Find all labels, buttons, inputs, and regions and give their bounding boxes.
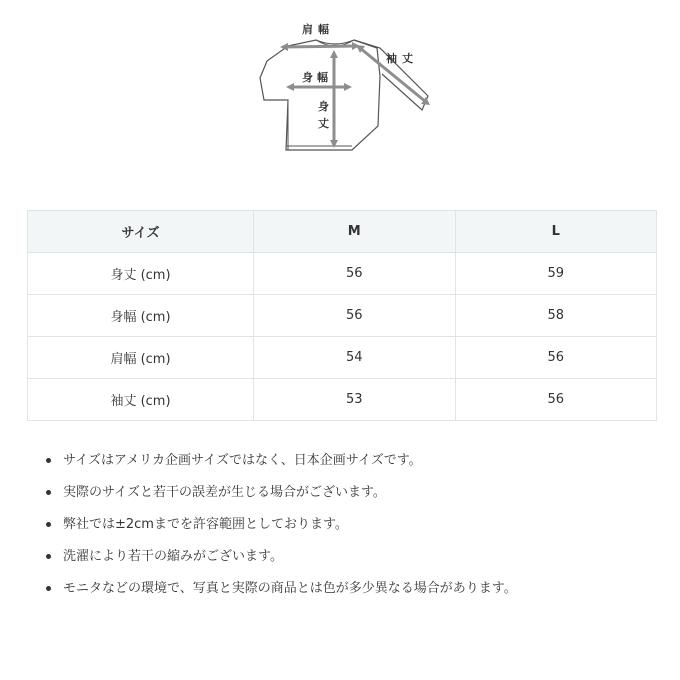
list-item xyxy=(46,512,517,544)
shoulder-width-label: 肩幅 xyxy=(302,23,334,36)
measurement-diagram xyxy=(250,16,440,156)
table-row xyxy=(28,295,657,337)
bullet-icon xyxy=(46,490,51,495)
cell-m: 56 xyxy=(254,295,456,337)
header-l: L xyxy=(455,211,657,253)
note-text: サイズはアメリカ企画サイズではなく、日本企画サイズです。 xyxy=(63,453,422,468)
cell-l: 56 xyxy=(455,337,657,379)
table-row xyxy=(28,379,657,421)
row-label: 肩幅 (cm) xyxy=(28,337,254,379)
cell-m: 56 xyxy=(254,253,456,295)
bullet-icon xyxy=(46,522,51,527)
body-length-label-char-1: 身 xyxy=(318,100,329,113)
note-text: 弊社では±2cmまでを許容範囲としております。 xyxy=(63,517,348,532)
row-label: 身丈 (cm) xyxy=(28,253,254,295)
long-sleeve-shirt-illustration xyxy=(250,16,440,156)
sleeve-length-label: 袖丈 xyxy=(386,52,418,65)
bullet-icon xyxy=(46,554,51,559)
header-m: M xyxy=(254,211,456,253)
body-length-label-char-2: 丈 xyxy=(318,117,329,130)
note-text: モニタなどの環境で、写真と実際の商品とは色が多少異なる場合があります。 xyxy=(63,581,517,596)
cell-l: 56 xyxy=(455,379,657,421)
list-item xyxy=(46,448,517,480)
cell-m: 54 xyxy=(254,337,456,379)
cell-m: 53 xyxy=(254,379,456,421)
shirt-outline xyxy=(260,40,380,150)
row-label: 身幅 (cm) xyxy=(28,295,254,337)
size-table xyxy=(27,210,657,421)
bullet-icon xyxy=(46,458,51,463)
list-item xyxy=(46,480,517,512)
body-width-label: 身幅 xyxy=(302,71,332,84)
header-size: サイズ xyxy=(28,211,254,253)
note-text: 実際のサイズと若干の誤差が生じる場合がございます。 xyxy=(63,485,386,500)
body-length-label xyxy=(318,99,333,130)
table-row xyxy=(28,337,657,379)
note-text: 洗濯により若干の縮みがございます。 xyxy=(63,549,283,564)
cell-l: 58 xyxy=(455,295,657,337)
shirt-detail-lines xyxy=(286,40,354,150)
table-header-row xyxy=(28,211,657,253)
cell-l: 59 xyxy=(455,253,657,295)
row-label: 袖丈 (cm) xyxy=(28,379,254,421)
table-row xyxy=(28,253,657,295)
list-item xyxy=(46,544,517,576)
notes-list xyxy=(46,448,517,608)
bullet-icon xyxy=(46,586,51,591)
body-width-arrow xyxy=(286,83,352,91)
list-item xyxy=(46,576,517,608)
body-length-arrow xyxy=(330,50,338,148)
